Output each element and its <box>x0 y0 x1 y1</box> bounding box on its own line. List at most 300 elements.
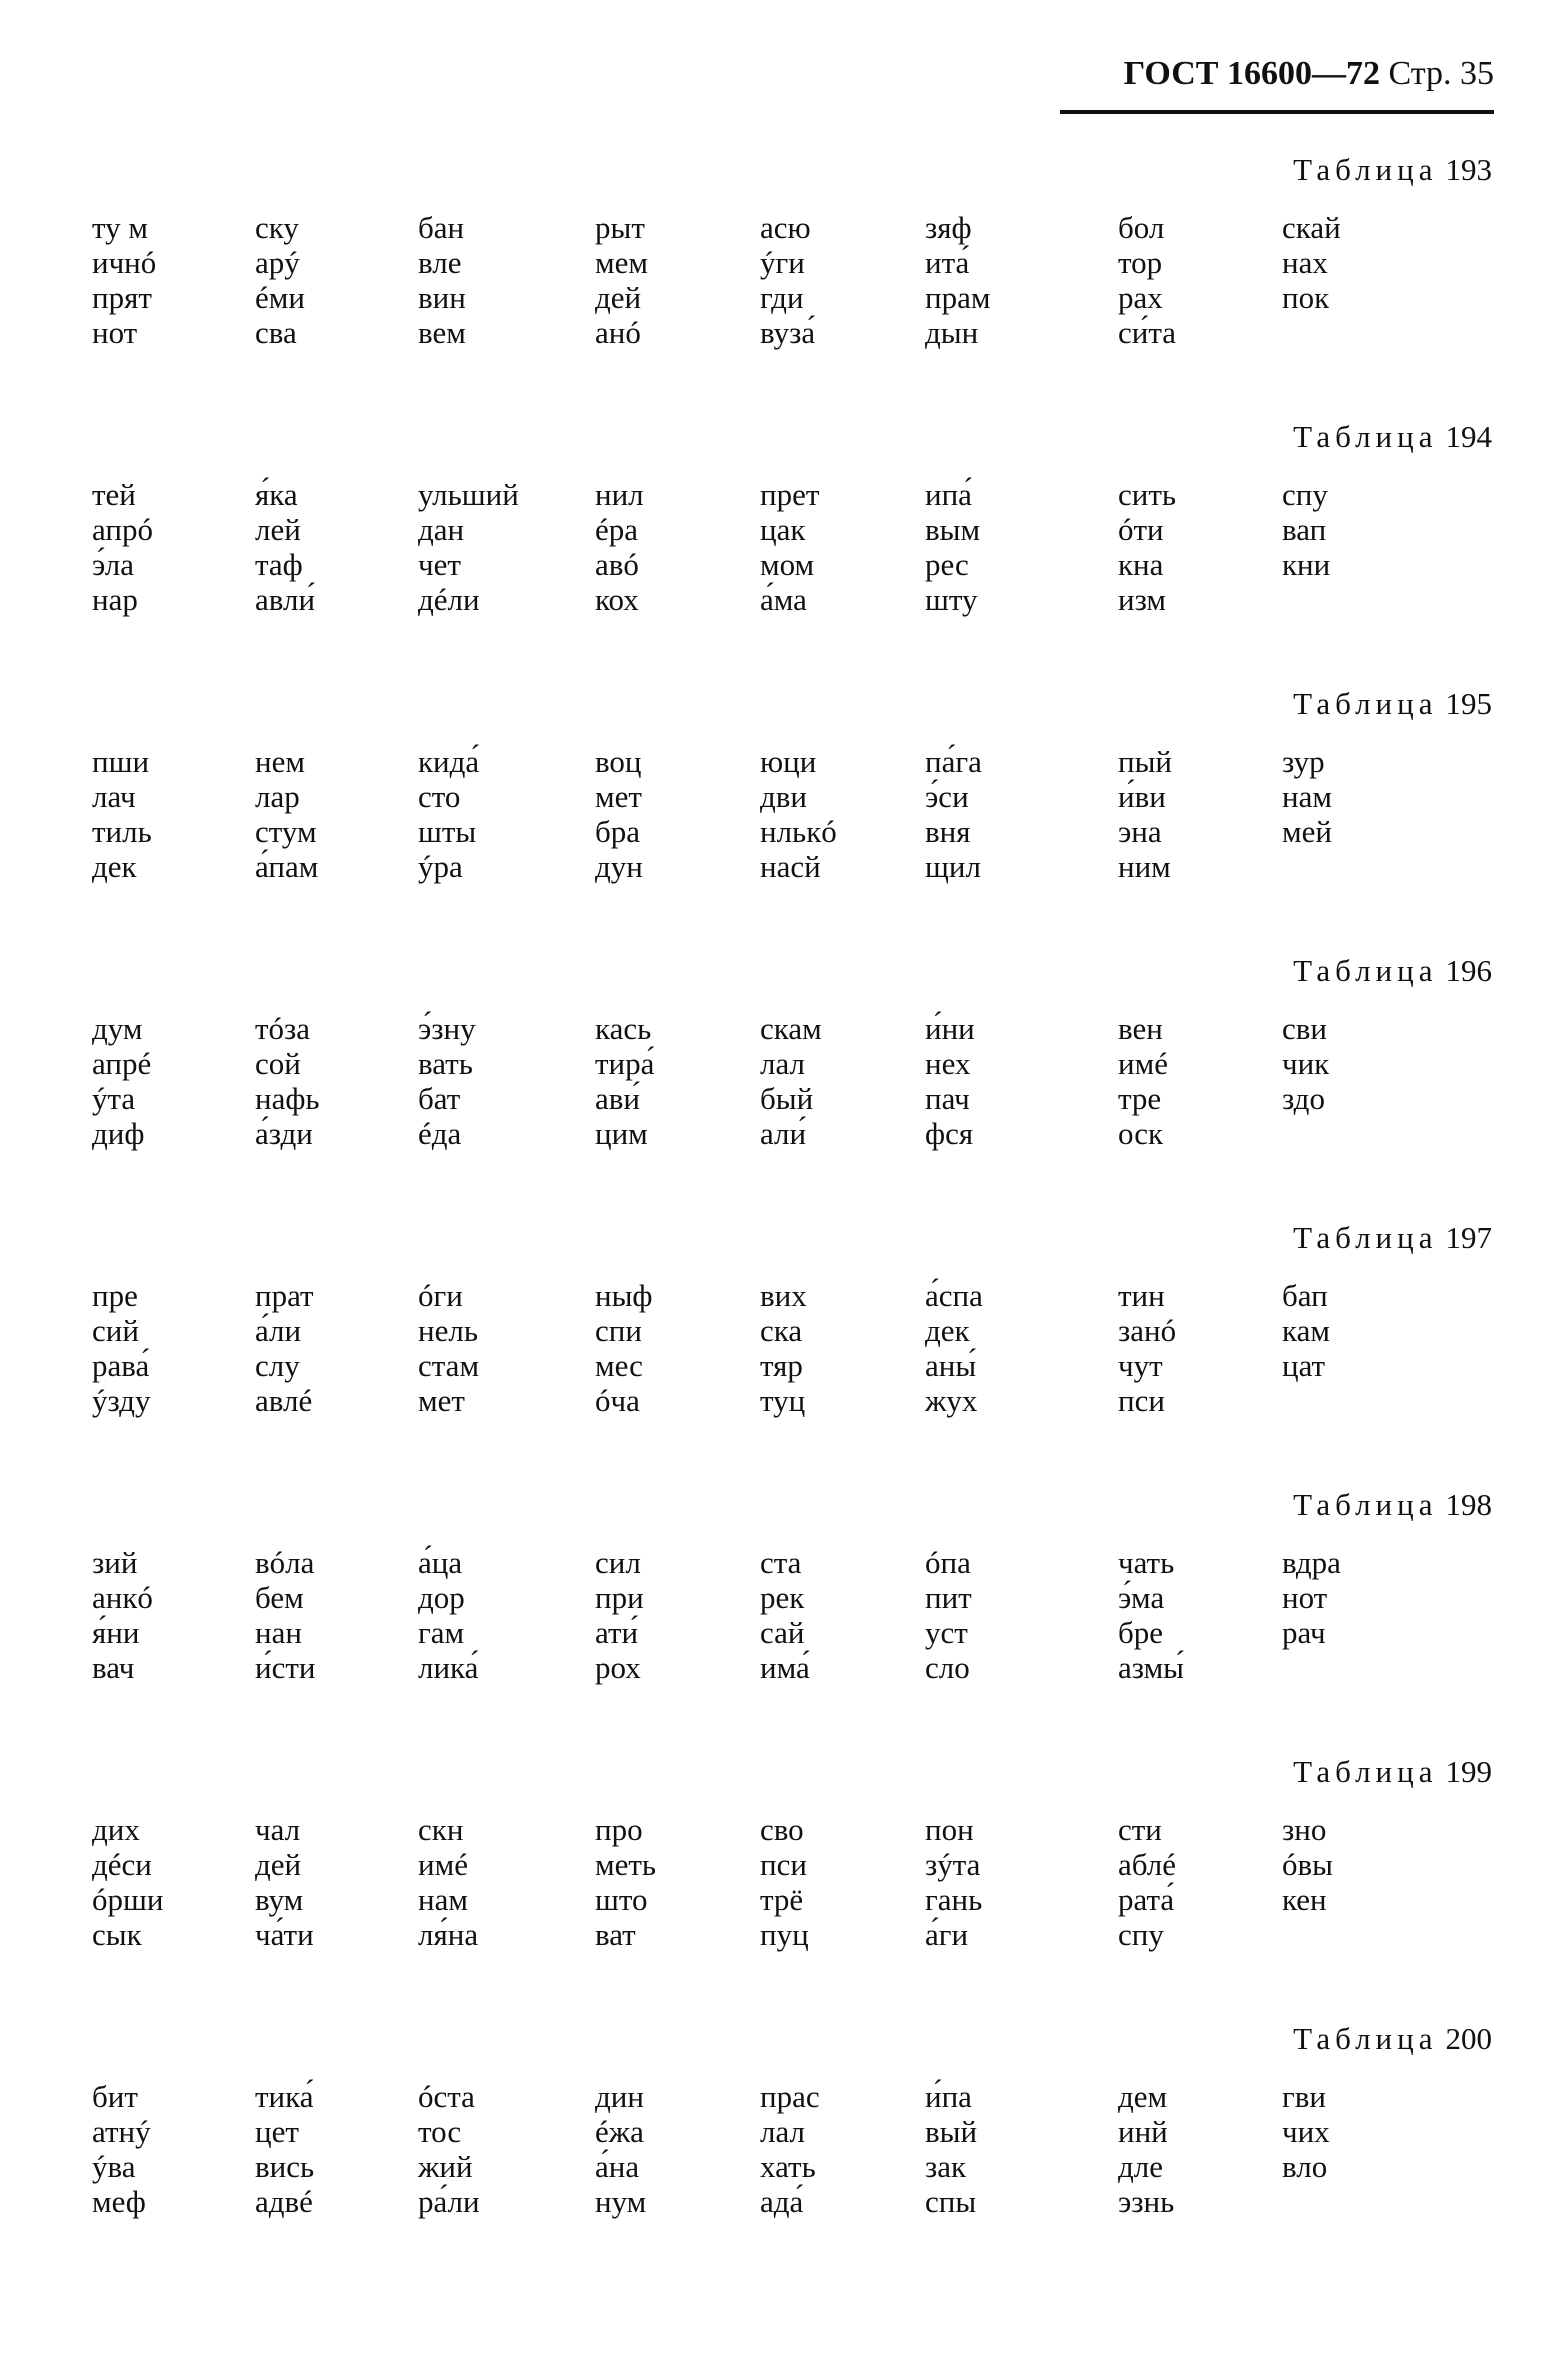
syllable-word: кам <box>1282 1313 1330 1348</box>
word-table <box>0 1210 1558 1477</box>
syllable-word: дéли <box>418 582 480 617</box>
syllable-word: и́па <box>925 2079 972 2114</box>
word-table <box>0 676 1558 943</box>
table-number: 194 <box>1445 419 1492 454</box>
syllable-word: дéси <box>92 1847 152 1882</box>
table-number: 198 <box>1445 1487 1492 1522</box>
syllable-word: мом <box>760 547 815 582</box>
syllable-word: гань <box>925 1882 983 1917</box>
word-column <box>595 2079 646 2219</box>
syllable-word: чет <box>418 547 461 582</box>
syllable-word: апрó <box>92 512 153 547</box>
syllable-word: ýги <box>760 245 805 280</box>
syllable-word: вать <box>418 1046 473 1081</box>
syllable-word: зий <box>92 1545 138 1580</box>
word-column <box>595 1278 653 1418</box>
word-column <box>1118 1011 1168 1151</box>
syllable-word: авó <box>595 547 639 582</box>
table-caption <box>1293 1220 1492 1256</box>
word-column <box>925 477 980 617</box>
syllable-word: а́ца <box>418 1545 463 1580</box>
syllable-word: чал <box>255 1812 301 1847</box>
table-number: 193 <box>1445 152 1492 187</box>
syllable-word: пач <box>925 1081 970 1116</box>
syllable-word: пси <box>1118 1383 1165 1418</box>
syllable-word: али́ <box>760 1116 807 1151</box>
word-grid <box>0 1812 1558 1962</box>
word-column <box>760 1278 807 1418</box>
syllable-word: бан <box>418 210 465 245</box>
syllable-word: хать <box>760 2149 816 2184</box>
table-caption-label: Таблица <box>1293 2021 1438 2056</box>
syllable-word: спу <box>1282 477 1328 512</box>
word-table <box>0 1477 1558 1744</box>
page-number: Стр. 35 <box>1388 55 1494 92</box>
syllable-word: имé <box>1118 1046 1168 1081</box>
syllable-word: эна <box>1118 814 1162 849</box>
table-number: 196 <box>1445 953 1492 988</box>
syllable-word: пон <box>925 1812 974 1847</box>
syllable-word: вдра <box>1282 1545 1341 1580</box>
word-column <box>760 477 819 617</box>
syllable-word: зак <box>925 2149 967 2184</box>
syllable-word: прас <box>760 2079 820 2114</box>
syllable-word: жух <box>925 1383 978 1418</box>
syllable-word: стам <box>418 1348 480 1383</box>
syllable-word: прам <box>925 280 991 315</box>
syllable-word: ýзду <box>92 1383 151 1418</box>
syllable-word: гви <box>1282 2079 1326 2114</box>
syllable-word: бол <box>1118 210 1165 245</box>
syllable-word: ичнó <box>92 245 157 280</box>
syllable-word: мет <box>595 779 642 814</box>
word-column <box>418 210 466 350</box>
syllable-word: сти <box>1118 1812 1162 1847</box>
syllable-word: меф <box>92 2184 146 2219</box>
word-column <box>925 1812 982 1952</box>
word-column <box>1118 1545 1184 1685</box>
syllable-word: и́ни <box>925 1011 975 1046</box>
table-number: 200 <box>1445 2021 1492 2056</box>
word-column <box>1282 477 1330 582</box>
syllable-word: сви <box>1282 1011 1327 1046</box>
word-column <box>255 210 305 350</box>
syllable-word: юци <box>760 744 817 779</box>
word-column <box>418 477 519 617</box>
syllable-word: асю <box>760 210 811 245</box>
syllable-word: атнý <box>92 2114 151 2149</box>
word-column <box>1282 744 1332 849</box>
syllable-word: зяф <box>925 210 972 245</box>
syllable-word: жий <box>418 2149 473 2184</box>
syllable-word: вле <box>418 245 462 280</box>
word-grid <box>0 210 1558 360</box>
syllable-word: анó <box>595 315 641 350</box>
syllable-word: скам <box>760 1011 822 1046</box>
syllable-word: тос <box>418 2114 462 2149</box>
syllable-word: рес <box>925 547 969 582</box>
syllable-word: нам <box>418 1882 468 1917</box>
syllable-word: трё <box>760 1882 804 1917</box>
syllable-word: тиль <box>92 814 152 849</box>
syllable-word: прат <box>255 1278 314 1313</box>
syllable-word: скн <box>418 1812 464 1847</box>
syllable-word: ýра <box>418 849 463 884</box>
syllable-word: спи <box>595 1313 642 1348</box>
syllable-word: тóза <box>255 1011 311 1046</box>
syllable-word: ада́ <box>760 2184 804 2219</box>
syllable-word: што <box>595 1882 648 1917</box>
word-column <box>595 210 648 350</box>
syllable-word: рек <box>760 1580 805 1615</box>
syllable-word: при <box>595 1580 644 1615</box>
syllable-word: анкó <box>92 1580 153 1615</box>
syllable-word: мес <box>595 1348 643 1383</box>
word-column <box>925 1011 975 1151</box>
syllable-word: дек <box>92 849 137 884</box>
word-column <box>1282 1011 1329 1116</box>
syllable-word: ýта <box>92 1081 136 1116</box>
syllable-word: лей <box>255 512 301 547</box>
syllable-word: лач <box>92 779 136 814</box>
syllable-word: бит <box>92 2079 138 2114</box>
syllable-word: дем <box>1118 2079 1168 2114</box>
syllable-word: кась <box>595 1011 652 1046</box>
syllable-word: э́ма <box>1118 1580 1165 1615</box>
syllable-word: вих <box>760 1278 807 1313</box>
syllable-word: инй <box>1118 2114 1168 2149</box>
syllable-word: нан <box>255 1615 302 1650</box>
syllable-word: лал <box>760 1046 805 1081</box>
syllable-word: стум <box>255 814 317 849</box>
word-column <box>760 2079 820 2219</box>
standard-number: ГОСТ 16600—72 <box>1123 55 1380 92</box>
syllable-word: аны́ <box>925 1348 977 1383</box>
word-column <box>595 1812 656 1952</box>
syllable-word: таф <box>255 547 303 582</box>
word-column <box>255 1812 314 1952</box>
word-column <box>760 210 815 350</box>
word-column <box>595 1545 644 1685</box>
syllable-word: и́сти <box>255 1650 316 1685</box>
word-column <box>1282 210 1341 315</box>
word-grid <box>0 1545 1558 1695</box>
syllable-word: óги <box>418 1278 463 1313</box>
syllable-word: бре <box>1118 1615 1164 1650</box>
syllable-word: чут <box>1118 1348 1163 1383</box>
syllable-word: ита́ <box>925 245 970 280</box>
word-column <box>92 1278 150 1418</box>
syllable-word: эзнь <box>1118 2184 1175 2219</box>
syllable-word: сий <box>92 1313 139 1348</box>
syllable-word: вый <box>925 2114 978 2149</box>
syllable-word: ульший <box>418 477 519 512</box>
word-column <box>255 744 318 884</box>
table-number: 197 <box>1445 1220 1492 1255</box>
word-column <box>760 1812 809 1952</box>
syllable-word: слу <box>255 1348 300 1383</box>
syllable-word: óпа <box>925 1545 971 1580</box>
syllable-word: мем <box>595 245 648 280</box>
syllable-word: пуц <box>760 1917 809 1952</box>
syllable-word: нафь <box>255 1081 320 1116</box>
syllable-word: кида́ <box>418 744 480 779</box>
word-column <box>925 2079 977 2219</box>
syllable-word: рыт <box>595 210 645 245</box>
syllable-word: здо <box>1282 1081 1325 1116</box>
syllable-word: нах <box>1282 245 1328 280</box>
word-column <box>92 2079 151 2219</box>
table-caption <box>1293 686 1492 722</box>
word-column <box>255 1278 314 1418</box>
syllable-word: про <box>595 1812 643 1847</box>
syllable-word: рата́ <box>1118 1882 1175 1917</box>
syllable-word: цет <box>255 2114 299 2149</box>
syllable-word: дей <box>595 280 642 315</box>
syllable-word: кна <box>1118 547 1164 582</box>
word-column <box>418 1011 476 1151</box>
word-column <box>1282 1812 1333 1917</box>
syllable-word: дун <box>595 849 643 884</box>
syllable-word: рач <box>1282 1615 1326 1650</box>
syllable-word: дын <box>925 315 979 350</box>
syllable-word: вен <box>1118 1011 1163 1046</box>
word-column <box>92 210 156 350</box>
syllable-word: сой <box>255 1046 301 1081</box>
syllable-word: меть <box>595 1847 657 1882</box>
table-number: 195 <box>1445 686 1492 721</box>
syllable-word: тира́ <box>595 1046 655 1081</box>
syllable-word: пре <box>92 1278 138 1313</box>
syllable-word: дек <box>925 1313 970 1348</box>
word-column <box>595 1011 654 1151</box>
page-header <box>1124 55 1494 93</box>
syllable-word: гам <box>418 1615 465 1650</box>
syllable-word: вло <box>1282 2149 1328 2184</box>
syllable-word: ват <box>595 1917 636 1952</box>
word-column <box>760 1545 810 1685</box>
word-column <box>760 744 837 884</box>
syllable-word: уст <box>925 1615 968 1650</box>
syllable-word: ати́ <box>595 1615 639 1650</box>
syllable-word: а́зди <box>255 1116 313 1151</box>
syllable-word: а́ли <box>255 1313 302 1348</box>
word-column <box>418 1278 479 1418</box>
table-caption <box>1293 152 1492 188</box>
syllable-word: óти <box>1118 512 1164 547</box>
syllable-word: тика́ <box>255 2079 314 2114</box>
syllable-word: шты <box>418 814 477 849</box>
syllable-word: пит <box>925 1580 972 1615</box>
syllable-word: скай <box>1282 210 1341 245</box>
syllable-word: мей <box>1282 814 1332 849</box>
syllable-word: сло <box>925 1650 970 1685</box>
syllable-word: спу <box>1118 1917 1164 1952</box>
tables-container <box>0 142 1558 2278</box>
word-grid <box>0 1011 1558 1161</box>
syllable-word: кох <box>595 582 639 617</box>
syllable-word: кен <box>1282 1882 1327 1917</box>
syllable-word: бап <box>1282 1278 1328 1313</box>
word-column <box>925 1278 983 1418</box>
syllable-word: ра́ли <box>418 2184 480 2219</box>
syllable-word: óча <box>595 1383 640 1418</box>
syllable-word: бем <box>255 1580 304 1615</box>
word-column <box>1118 1278 1176 1418</box>
syllable-word: лика́ <box>418 1650 479 1685</box>
syllable-word: дум <box>92 1011 143 1046</box>
syllable-word: тор <box>1118 245 1163 280</box>
word-column <box>925 744 982 884</box>
syllable-word: цак <box>760 512 806 547</box>
syllable-word: óрши <box>92 1882 164 1917</box>
syllable-word: арý <box>255 245 300 280</box>
syllable-word: ныф <box>595 1278 653 1313</box>
syllable-word: фся <box>925 1116 974 1151</box>
syllable-word: сай <box>760 1615 805 1650</box>
syllable-word: сво <box>760 1812 804 1847</box>
syllable-word: лар <box>255 779 300 814</box>
syllable-word: вым <box>925 512 981 547</box>
syllable-word: а́ги <box>925 1917 969 1952</box>
syllable-word: адвé <box>255 2184 313 2219</box>
syllable-word: пши <box>92 744 150 779</box>
table-caption-label: Таблица <box>1293 1220 1438 1255</box>
syllable-word: гди <box>760 280 804 315</box>
syllable-word: ту м <box>92 210 149 245</box>
word-column <box>1118 477 1176 617</box>
syllable-word: нем <box>255 744 305 779</box>
syllable-word: занó <box>1118 1313 1177 1348</box>
syllable-word: сто <box>418 779 461 814</box>
syllable-word: вись <box>255 2149 315 2184</box>
word-grid <box>0 744 1558 894</box>
word-column <box>1282 1278 1330 1383</box>
syllable-word: спы <box>925 2184 977 2219</box>
syllable-word: сил <box>595 1545 641 1580</box>
word-table <box>0 142 1558 409</box>
word-column <box>1118 744 1172 884</box>
table-caption <box>1293 419 1492 455</box>
syllable-word: ýва <box>92 2149 136 2184</box>
syllable-word: цат <box>1282 1348 1326 1383</box>
word-column <box>1118 2079 1174 2219</box>
syllable-word: рава́ <box>92 1348 150 1383</box>
table-caption-label: Таблица <box>1293 1487 1438 1522</box>
syllable-word: тей <box>92 477 136 512</box>
syllable-word: óвы <box>1282 1847 1333 1882</box>
syllable-word: éра <box>595 512 639 547</box>
syllable-word: дви <box>760 779 807 814</box>
syllable-word: нил <box>595 477 644 512</box>
syllable-word: изм <box>1118 582 1167 617</box>
word-column <box>255 1011 320 1151</box>
word-column <box>92 477 153 617</box>
syllable-word: рох <box>595 1650 641 1685</box>
syllable-word: сык <box>92 1917 142 1952</box>
syllable-word: пый <box>1118 744 1173 779</box>
syllable-word: имé <box>418 1847 468 1882</box>
table-caption <box>1293 2021 1492 2057</box>
syllable-word: прет <box>760 477 820 512</box>
table-caption <box>1293 953 1492 989</box>
syllable-word: тяр <box>760 1348 803 1383</box>
syllable-word: э́ла <box>92 547 134 582</box>
syllable-word: ску <box>255 210 299 245</box>
word-column <box>1118 210 1176 350</box>
word-grid <box>0 2079 1558 2229</box>
syllable-word: зýта <box>925 1847 981 1882</box>
syllable-word: нех <box>925 1046 971 1081</box>
syllable-word: зно <box>1282 1812 1327 1847</box>
syllable-word: рах <box>1118 280 1163 315</box>
syllable-word: а́на <box>595 2149 640 2184</box>
syllable-word: аблé <box>1118 1847 1176 1882</box>
syllable-word: ста <box>760 1545 802 1580</box>
syllable-word: ля́на <box>418 1917 479 1952</box>
syllable-word: éми <box>255 280 305 315</box>
syllable-word: тин <box>1118 1278 1165 1313</box>
table-number: 199 <box>1445 1754 1492 1789</box>
word-column <box>418 744 479 884</box>
word-table <box>0 409 1558 676</box>
syllable-word: нлькó <box>760 814 837 849</box>
syllable-word: вач <box>92 1650 135 1685</box>
syllable-word: нель <box>418 1313 478 1348</box>
syllable-word: дор <box>418 1580 465 1615</box>
word-column <box>92 744 152 884</box>
word-column <box>92 1011 151 1151</box>
syllable-word: щил <box>925 849 981 884</box>
syllable-word: кни <box>1282 547 1331 582</box>
syllable-word: бра <box>595 814 641 849</box>
syllable-word: прят <box>92 280 152 315</box>
word-column <box>595 744 643 884</box>
word-column <box>1118 1812 1176 1952</box>
table-caption-label: Таблица <box>1293 419 1438 454</box>
word-column <box>255 1545 316 1685</box>
syllable-word: апрé <box>92 1046 152 1081</box>
word-column <box>760 1011 822 1151</box>
word-column <box>92 1812 163 1952</box>
word-table <box>0 943 1558 1210</box>
syllable-word: нам <box>1282 779 1332 814</box>
word-column <box>1282 2079 1330 2184</box>
syllable-word: чих <box>1282 2114 1330 2149</box>
syllable-word: а́спа <box>925 1278 983 1313</box>
word-grid <box>0 1278 1558 1428</box>
syllable-word: а́пам <box>255 849 319 884</box>
syllable-word: има́ <box>760 1650 810 1685</box>
syllable-word: лал <box>760 2114 805 2149</box>
word-table <box>0 1744 1558 2011</box>
syllable-word: насй <box>760 849 821 884</box>
syllable-word: вум <box>255 1882 304 1917</box>
word-column <box>1282 1545 1341 1650</box>
syllable-word: тре <box>1118 1081 1162 1116</box>
syllable-word: ави́ <box>595 1081 640 1116</box>
syllable-word: нот <box>1282 1580 1328 1615</box>
syllable-word: бый <box>760 1081 814 1116</box>
word-column <box>418 1545 478 1685</box>
table-caption-label: Таблица <box>1293 953 1438 988</box>
word-table <box>0 2011 1558 2278</box>
syllable-word: сва <box>255 315 297 350</box>
syllable-word: нот <box>92 315 138 350</box>
syllable-word: дан <box>418 512 465 547</box>
syllable-word: вап <box>1282 512 1327 547</box>
word-grid <box>0 477 1558 627</box>
